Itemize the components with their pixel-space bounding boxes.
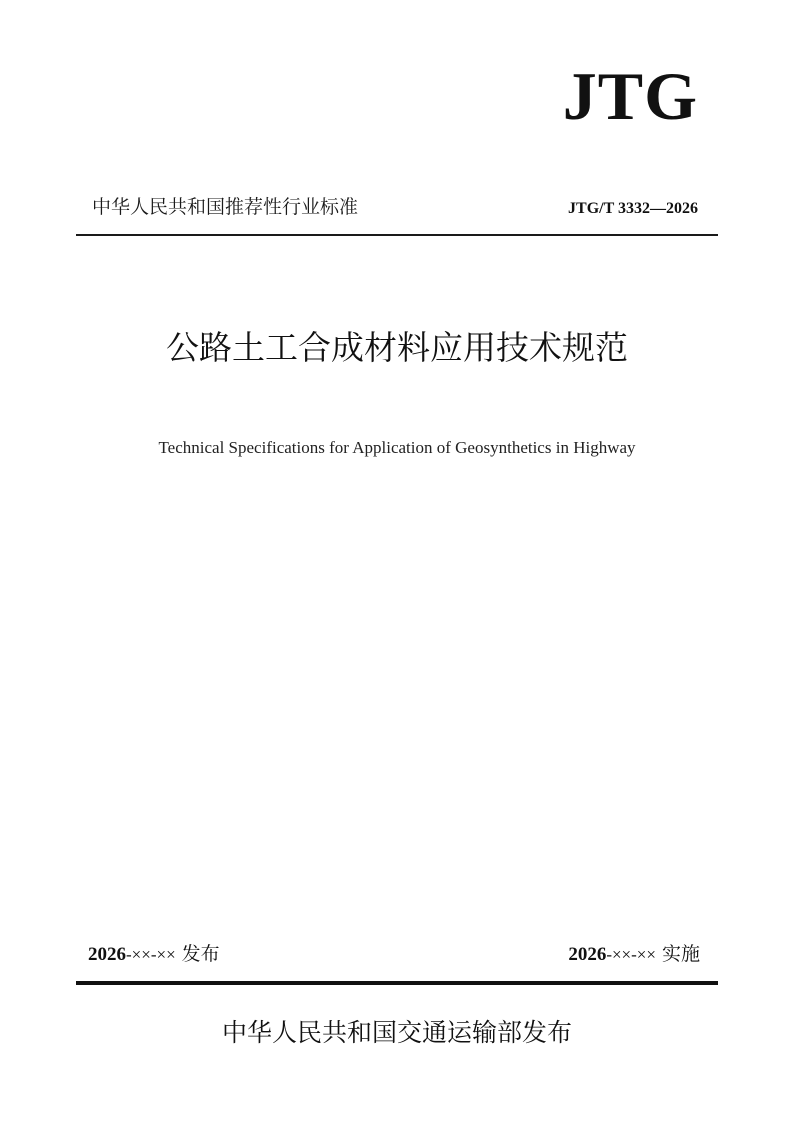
implementation-date xyxy=(568,941,700,968)
document-title-english: Technical Specifications for Application of Geosynthetics in Highway xyxy=(158,438,636,457)
header-divider xyxy=(76,234,718,236)
document-title-chinese: 公路土工合成材料应用技术规范 xyxy=(166,328,628,367)
release-year: 2026 xyxy=(88,944,126,965)
footer-divider xyxy=(76,981,718,985)
standard-number: JTG/T 3332—2026 xyxy=(568,200,698,217)
publisher: 中华人民共和国交通运输部发布 xyxy=(221,1018,572,1047)
standard-category: 中华人民共和国推荐性行业标准 xyxy=(92,196,359,218)
implementation-label: 实施 xyxy=(661,943,700,965)
jtg-logo: JTG xyxy=(562,58,698,134)
release-label: 发布 xyxy=(181,943,220,965)
implementation-year: 2026 xyxy=(568,944,607,965)
release-date-placeholder: -××-×× xyxy=(126,945,176,964)
implementation-date-placeholder: -××-×× xyxy=(606,945,656,964)
release-date xyxy=(88,941,220,968)
